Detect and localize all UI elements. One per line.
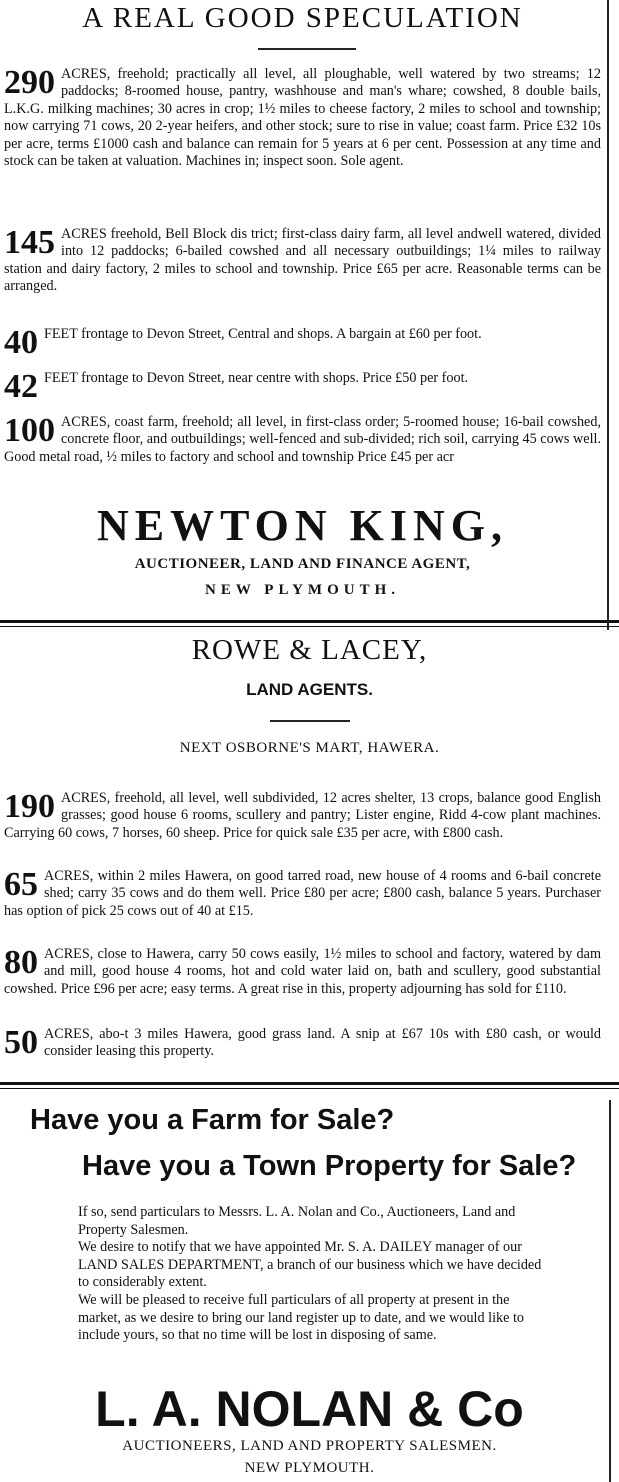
advertiser-name: NEWTON KING, [96, 501, 509, 550]
listing [4, 326, 601, 359]
advertiser-address: NEXT OSBORNE'S MART, HAWERA. [179, 740, 440, 756]
ad-paragraph: If so, send particulars to Messrs. L. A. Nolan and Co., Auctioneers, Land and Property Salesmen. [78, 1204, 516, 1238]
listing-text: FEET frontage to Devon Street, near centre with shops. Price £50 per foot. [44, 370, 469, 386]
listing [4, 946, 601, 998]
listing-text: ACRES, freehold, all level, well subdivided, 12 acres shelter, 13 crops, balance good English grasses; good house 6 rooms, scullery and pantry; Lister engine, Ridd 4-cow plant machines. Carrying 60 cows, 7 horses, 60 sheep. Price for quick sale £35 per acre, with £800 cash. [4, 790, 601, 841]
advertiser-town: NEW PLYMOUTH. [204, 582, 401, 598]
ad-headline: A REAL GOOD SPECULATION [82, 2, 523, 34]
section-divider [0, 1082, 619, 1085]
advertiser-title: AUCTIONEER, LAND AND FINANCE AGENT, [134, 556, 471, 572]
listing-number: 290 [4, 64, 55, 101]
listing [4, 66, 601, 170]
listing [4, 370, 601, 403]
listing-number: 100 [4, 412, 55, 449]
section-divider [0, 620, 619, 623]
ad-question: Have you a Farm for Sale? [30, 1104, 395, 1136]
listing-number: 190 [4, 788, 55, 825]
listing-text: ACRES freehold, Bell Block dis trict; first-class dairy farm, all level andwell watered, divided into 12 paddocks; 6-bailed cowshed and all necessary outbuildings; 1¼ miles to railway station and dairy factory, 2 miles to school and township. Price £65 per acre. Reasonable terms can be arranged. [4, 226, 601, 295]
listing-text: ACRES, abo-t 3 miles Hawera, good grass land. A snip at £67 10s with £80 cash, or would consider leasing this property. [44, 1026, 601, 1060]
listing [4, 790, 601, 842]
section-divider [0, 626, 619, 627]
listing-number: 42 [4, 368, 38, 405]
divider [258, 48, 356, 50]
column-rule [607, 0, 609, 630]
advertiser-name: L. A. NOLAN & Co [95, 1381, 524, 1437]
listing-number: 40 [4, 324, 38, 361]
section-divider [0, 1088, 619, 1089]
listing-text: ACRES, within 2 miles Hawera, on good tarred road, new house of 4 rooms and 6-bail concrete shed; carry 35 cows and do them well. Price £80 per acre; £800 cash, balance 5 years. Purchaser has option of pick 25 cows out of 40 at £15. [4, 868, 601, 919]
advertiser-title: AUCTIONEERS, LAND AND PROPERTY SALESMEN. [122, 1438, 497, 1454]
advertiser-town: NEW PLYMOUTH. [244, 1460, 375, 1476]
listing-text: ACRES, freehold; practically all level, all ploughable, well watered by two streams; 12 paddocks; 8-roomed house, pantry, washhouse and man's whare; cowshed, 8 double bails, L.K.G. milking machines; 30 acres in crop; 1½ miles to cheese factory, 2 miles to school and township; now carrying 71 cows, 20 2-year heifers, and other stock; sure to rise in value; coast farm. Price £32 10s per acre, terms £1000 cash and balance can remain for 5 years at 6 per cent. Possession at any time and stock can be taken at valuation. Machines in; inspect soon. Sole agent. [4, 66, 601, 170]
listing-text: ACRES, close to Hawera, carry 50 cows easily, 1½ miles to school and factory, watered by dam and mill, good house 4 rooms, hot and cold water laid on, bath and scullery, good substantial cowshed. Price £96 per acre; easy terms. A great rise in this, property adjourning has sold for £110. [4, 946, 601, 997]
listing [4, 868, 601, 920]
listing-number: 145 [4, 224, 55, 261]
ad-body [78, 1204, 548, 1345]
listing-number: 50 [4, 1024, 38, 1061]
listing [4, 226, 601, 296]
advertiser-name: ROWE & LACEY, [191, 634, 428, 666]
listing [4, 1026, 601, 1061]
listing [4, 414, 601, 466]
ad-paragraph: We will be pleased to receive full particulars of all property at present in the market, as we desire to bring our land register up to date, and we would like to include yours, so that no time will be lost in disposing of same. [78, 1291, 524, 1344]
listing-number: 65 [4, 866, 38, 903]
divider [270, 720, 350, 722]
listing-text: ACRES, coast farm, freehold; all level, in first-class order; 5-roomed house; 16-bail cowshed, concrete floor, and outbuildings; well-fenced and sub-divided; rich soil, carrying 45 cows well. Good metal road, ½ miles to factory and school and township Price £45 per acr [4, 414, 601, 465]
ad-paragraph: We desire to notify that we have appointed Mr. S. A. DAILEY manager of our LAND SALES DEPARTMENT, a branch of our business which we have decided to considerably extent. [78, 1239, 542, 1291]
advertiser-subtitle: LAND AGENTS. [246, 680, 373, 699]
ad-question: Have you a Town Property for Sale? [82, 1150, 577, 1182]
listing-text: FEET frontage to Devon Street, Central and shops. A bargain at £60 per foot. [44, 326, 482, 342]
listing-number: 80 [4, 944, 38, 981]
